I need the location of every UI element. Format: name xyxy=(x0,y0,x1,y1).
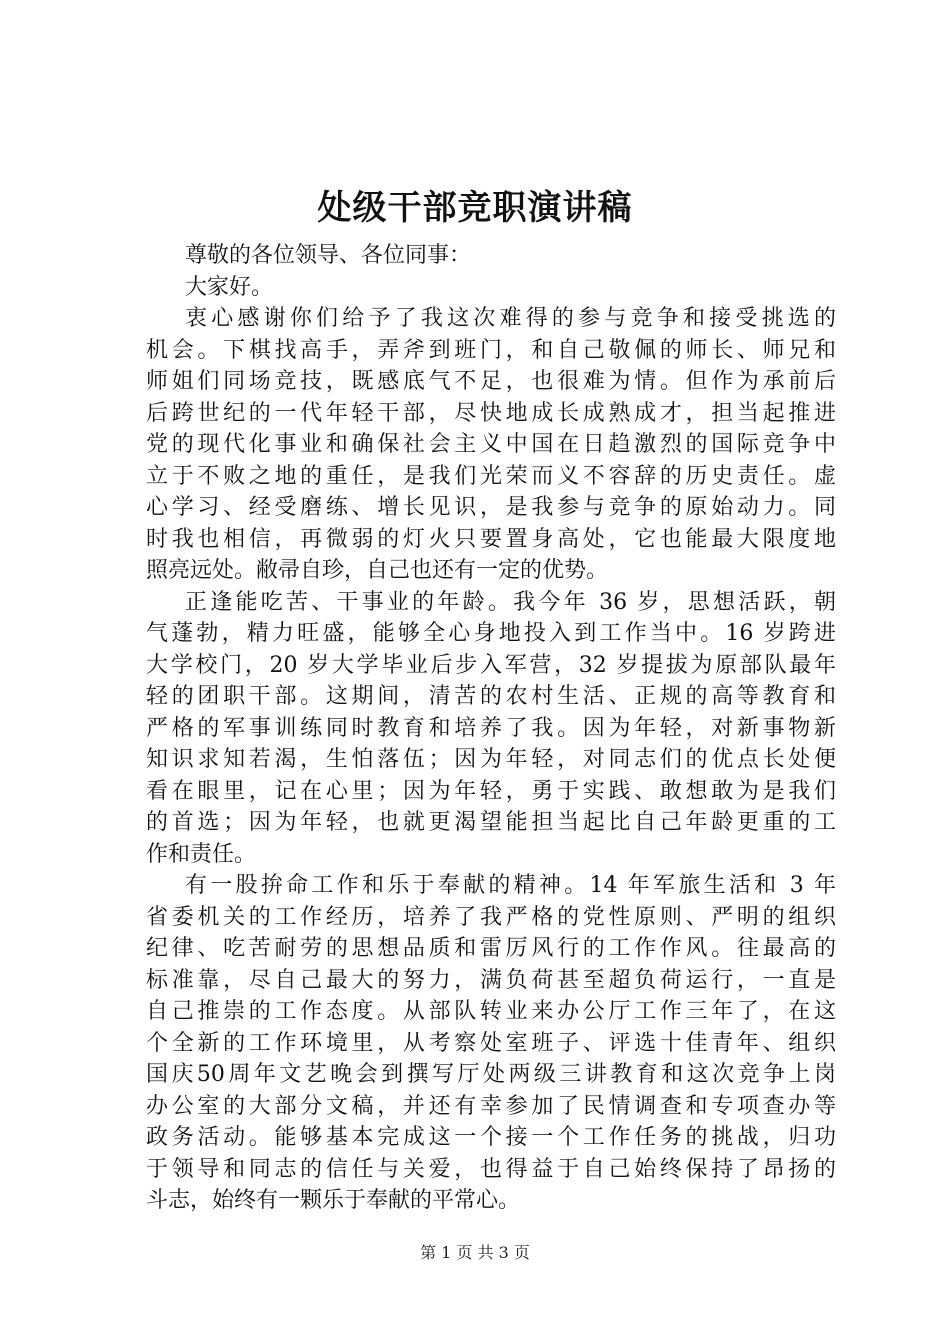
body-line: 自己推崇的工作态度。从部队转业来办公厅工作三年了，在这 xyxy=(146,999,836,1024)
body-line: 作和责任。 xyxy=(146,841,257,867)
body-line: 国庆50周年文艺晚会到撰写厅处两级三讲教育和这次竞争上岗 xyxy=(146,1062,836,1087)
body-line: 后跨世纪的一代年轻干部，尽快地成长成熟成才，担当起推进 xyxy=(146,400,836,426)
body-line: 纪律、吃苦耐劳的思想品质和雷厉风行的工作作风。往最高的 xyxy=(146,936,836,961)
body-line: 师姐们同场竞技，既感底气不足，也很难为情。但作为承前后 xyxy=(146,369,836,394)
body-line: 有一股拚命工作和乐于奉献的精神。14 年军旅生活和 3 年 xyxy=(185,873,836,898)
document-title: 处级干部竞职演讲稿 xyxy=(317,188,633,228)
body-line: 标准靠，尽自己最大的努力，满负荷甚至超负荷运行，一直是 xyxy=(146,967,836,993)
body-line: 办公室的大部分文稿，并还有幸参加了民情调查和专项查办等 xyxy=(146,1093,836,1119)
body-line: 省委机关的工作经历，培养了我严格的党性原则、严明的组织 xyxy=(146,904,836,930)
body-line: 政务活动。能够基本完成这一个接一个工作任务的挑战，归功 xyxy=(146,1125,836,1150)
body-line: 知识求知若渴，生怕落伍；因为年轻，对同志们的优点长处便 xyxy=(146,747,836,772)
body-line: 照亮远处。敝帚自珍，自己也还有一定的优势。 xyxy=(146,558,609,583)
body-line: 的首选；因为年轻，也就更渴望能担当起比自己年龄更重的工 xyxy=(146,810,836,835)
body-line: 大学校门，20 岁大学毕业后步入军营，32 岁提拔为原部队最年 xyxy=(146,652,836,678)
body-line: 正逢能吃苦、干事业的年龄。我今年 36 岁，思想活跃，朝 xyxy=(185,589,836,615)
body-line: 斗志，始终有一颗乐于奉献的平常心。 xyxy=(146,1188,521,1213)
body-line: 机会。下棋找高手，弄斧到班门，和自己敬佩的师长、师兄和 xyxy=(146,337,836,363)
body-line: 时我也相信，再微弱的灯火只要置身高处，它也能最大限度地 xyxy=(146,526,836,552)
body-line: 严格的军事训练同时教育和培养了我。因为年轻，对新事物新 xyxy=(146,715,836,741)
body-line: 气蓬勃，精力旺盛，能够全心身地投入到工作当中。16 岁跨进 xyxy=(146,621,836,646)
body-line: 于领导和同志的信任与关爱，也得益于自己始终保持了昂扬的 xyxy=(146,1156,836,1182)
body-line: 大家好。 xyxy=(185,274,274,300)
page-footer: 第 1 页 共 3 页 xyxy=(420,1243,530,1262)
body-line: 衷心感谢你们给予了我这次难得的参与竞争和接受挑选的 xyxy=(185,306,836,331)
body-line: 轻的团职干部。这期间，清苦的农村生活、正规的高等教育和 xyxy=(146,684,836,709)
body-line: 立于不败之地的重任，是我们光荣而义不容辞的历史责任。虚 xyxy=(146,463,836,489)
body-line: 个全新的工作环境里，从考察处室班子、评选十佳青年、组织 xyxy=(146,1030,836,1056)
document-body xyxy=(146,240,836,1217)
body-line: 尊敬的各位领导、各位同事： xyxy=(185,243,472,268)
body-line: 看在眼里，记在心里；因为年轻，勇于实践、敢想敢为是我们 xyxy=(146,778,836,804)
body-line: 心学习、经受磨练、增长见识，是我参与竞争的原始动力。同 xyxy=(146,495,836,520)
body-line: 党的现代化事业和确保社会主义中国在日趋激烈的国际竞争中 xyxy=(146,432,836,457)
